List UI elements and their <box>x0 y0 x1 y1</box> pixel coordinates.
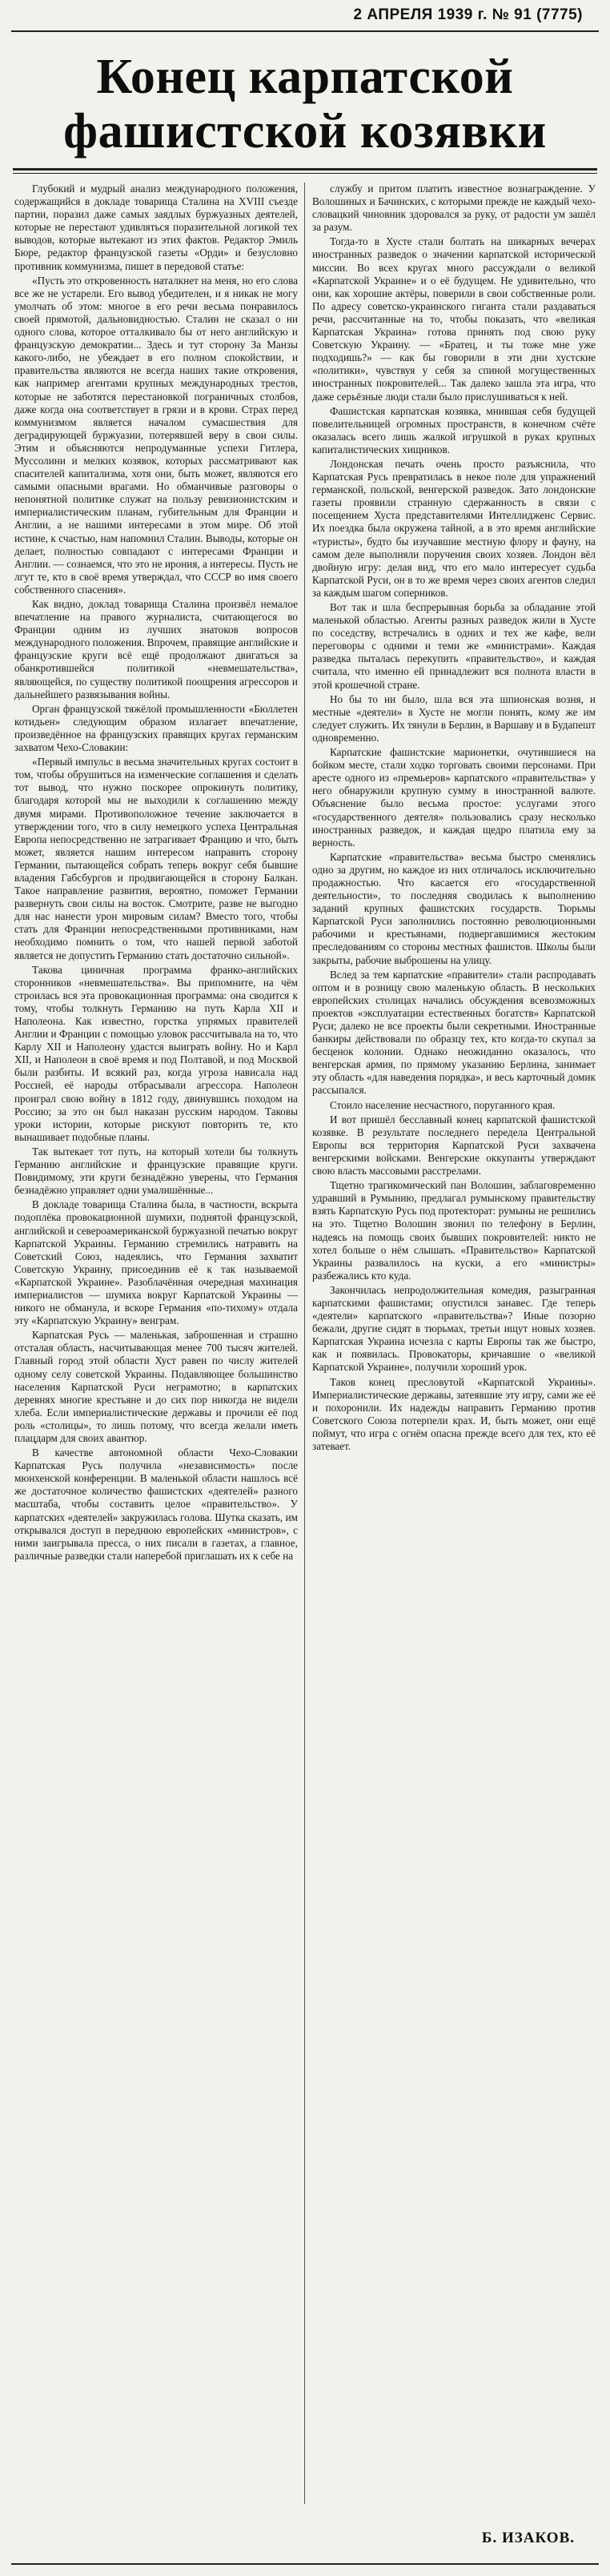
paragraph: Так вытекает тот путь, на который хотели бы толкнуть Германию английские и французские правящие круги. Повидимому, эти круги безнадёжно уверены, что Германия безнадёжно управляет одни умалишённые... <box>14 1145 298 1197</box>
paragraph: Карпатские фашистские марионетки, очутившиеся на бойком месте, стали ходко торговать своими персонами. При аресте одного из «премьеров» карпатского «правительства» у него обнаружили крупную сумму в иностранной валюте. Объяснение было весьма простое: услугами этого «государственного деятеля» пользовались сразу несколько иностранных разведок, и каждая щедро платила ему за верность. <box>312 746 596 849</box>
paragraph: Карпатские «правительства» весьма быстро сменялись одно за другим, но каждое из них отличалось исключительно продажностью. Что касается его «государственной деятельности», то последняя сводилась к выполнению заданий крупных фашистских государств. Тюрьмы Карпатской Руси заполнились постоянно революционными рабочими и крестьянами, подвергавшимися жестоким преследованиям со стороны местных фашистов. Школы были закрыты, рабочие выброшены на улицу. <box>312 850 596 966</box>
article-headline <box>0 50 610 158</box>
paragraph: Стоило население несчастного, поруганного края. <box>330 1098 556 1111</box>
paragraph: Закончилась непродолжительная комедия, разыгранная карпатскими фашистами; опустился занавес. Где теперь «деятели» карпатского «правительства»? Иные позорно бежали, другие сидят в тюрьмах, третьи ищут новых хозяев. Карпатская Украина исчезла с карты Европы так же быстро, как и появилась. Провокаторы, кричавшие о «великой Карпатской Украине», получили хороший урок. <box>312 1283 596 1374</box>
issue-date-line: 2 АПРЕЛЯ 1939 г. № 91 (7775) <box>353 6 583 23</box>
paragraph: В качестве автономной области Чехо-Словакии Карпатская Русь получила «независимость» после мюнхенской конференции. В маленькой области нашлось всё же достаточное количество фашистских «деятелей» разного масштаба, чтобы составить целое «правительство». У карпатских «деятелей» закружилась голова. Шутка сказать, им открывался доступ в переднюю европейских «министров», с ними заигрывала пресса, о них писали в газетах, а главное, различные разведки стали наперебой приглашать их к себе на <box>14 1446 298 1562</box>
article-column-left <box>14 183 298 2504</box>
paragraph: Но бы то ни было, шла вся эта шпионская возня, и местные «деятели» в Хусте не могли понять, кому же им следует служить. Их тянули в Берлин, в Варшаву и в Будапешт одновременно. <box>312 692 596 744</box>
paragraph: «Пусть это откровенность наталкнет на меня, но его слова все же не устарели. Его вывод убедителен, и я никак не могу умолчать об этом: многое в его речи весьма понравилось своей прямотой, дальновидностью. Сталин не сказал о ни одного слова, которое отталкивало бы от него английскую и французскую демократии... Здесь и тут сторону За Манзы какого-либо, не убеждает в его полном спокойствии, и правительства являются не всегда наших такие откровения, как например агентами крупных международных трестов, которые не заботятся перестановкой пограничных столбов, даже когда она соответствует в грязи и в крови. Страх перед коммунизмом является началом сумасшествия для деградирующей буржуазии, потерявшей веру в свои силы. Этим и объясняются непродуманные успехи Гитлера, Муссолини и мелких козявок, которых рассматривают как спасителей капитализма, хотя они, быть может, являются его самыми опасными врагами. Но обманчивые разговоры о непонятной политике служат на пользу ревизионистским и империалистическим планам, губительным для Франции и Англии, а не нашими интересами в этом мире. Об этой истине, к счастью, нам напомнил Сталин. Выводы, которые он делает, полностью совпадают с интересами Франции и Англии. — сознаемся, что это не ирония, а интересы. Пусть не лгут те, кто в своё время утверждал, что СССР во имя своего собственного спасения». <box>14 274 298 596</box>
paragraph: службу и притом платить известное вознаграждение. У Волошиных и Бачинских, с которыми прежде не каждый чехо-словацкий чиновник здоровался за руку, от радости ум зашёл за разум. <box>312 183 596 234</box>
paragraph: Карпатская Русь — маленькая, заброшенная и страшно отсталая область, насчитывающая менее 700 тысяч жителей. Главный город этой области Хуст равен по числу жителей одному селу советской Украины. Подавляющее большинство населения Карпатской Руси неграмотно; в карпатских деревнях многие крестьяне и до сих пор никогда не видели хлеба. Если империалистические державы и прочили её под роль «столицы», то лишь потому, что всегда желали иметь плацдарм для своих авантюр. <box>14 1329 298 1444</box>
column-divider <box>304 183 305 2504</box>
paragraph: В докладе товарища Сталина была, в частности, вскрыта подоплёка провокационной шумихи, поднятой французской, английской и североамериканской буржуазной печатью вокруг Карпатской Украины. Германию стремились натравить на Советский Союз, надеялись, что Германия захватит Советскую Украину, присоединив её к так называемой «Карпатской Украине». Разоблачённая очередная махинация империалистов — шумиха вокруг Карпатской Украины — никого не обманула, и вскоре Германия «по-тихому» отдала эту «Карпатскую Украину» венграм. <box>14 1198 298 1327</box>
author-signature: Б. ИЗАКОВ. <box>481 2530 575 2546</box>
headline-line-2: фашистской козявки <box>63 104 547 158</box>
paragraph: «Первый импульс в весьма значительных кругах состоит в том, чтобы обрушиться на изменческие соглашения и сделать тот вывод, что нужно поскорее опрокинуть политику, благодаря которой мы не выходили к соглашению между двумя мирами. Противоположное течение заключается в утверждении того, что в силу немецкого успеха Центральная Европа непосредственно не затрагивает Францию и что, быть может, является нашим интересом направить сторону Германии, пытающейся собрать теперь вокруг себя бывшие владения Габсбургов и продвигающейся в сторону Балкан. Такое направление развития, вероятно, поможет Германии развернуть свои силы на восток. Смотрите, разве не выгодно для нас нанести урон мировым силам? Вместо того, чтобы стать для Франции непосредственными противниками, нам необходимо помнить о том, что нашей первой заботой является не допустить Германию стать достаточно сильной». <box>14 756 298 961</box>
article-column-right <box>312 183 596 2504</box>
bottom-rule <box>11 2563 599 2565</box>
paragraph: Таков конец пресловутой «Карпатской Украины». Империалистические державы, затеявшие эту игру, сами же её и похоронили. Их надежды направить Германию против Советского Союза потерпели крах. И, быть может, они ещё поймут, что игра с огнём опасна прежде всего для тех, кто её затевает. <box>312 1375 596 1452</box>
paragraph: Тогда-то в Хусте стали болтать на шикарных вечерах иностранных разведок о значении карпатской исторической миссии. Во всех кругах много рассуждали о великой «Карпатской Украине» и о её будущем. Не удивительно, что они, как хорошие актёры, поверили в свои собственные роли. По адресу советско-украинского гиганта стали раздаваться речи, рассчитанные на то, чтобы показать, что «великая Карпатская Украина» готова принять под свою руку Советскую Украину. — «Братец, и ты тоже мне уже подходишь?» — как бы говорили в эти дни хустские «политики», чувствуя у себя за спиной могущественных иностранных покровителей... Так далеко зашла эта игра, что даже серьёзные люди стали было прислушиваться к ней. <box>312 235 596 403</box>
paragraph: И вот пришёл бесславный конец карпатской фашистской козявке. В результате последнего передела Центральной Европы вся территория Карпатской Руси захвачена венгерскими войсками. Венгерские оккупанты утверждают свою власть массовыми расстрелами. <box>312 1113 596 1178</box>
paragraph: Фашистская карпатская козявка, мнившая себя будущей повелительницей огромных пространств, в конечном счёте оказалась всего лишь жалкой игрушкой в руках крупных капиталистических хищников. <box>312 404 596 455</box>
paragraph: Такова циничная программа франко-английских сторонников «невмешательства». Вы припомните, на чём строилась вся эта провокационная программа: она сводится к тому, чтобы толкнуть Германию на путь Карла XII и Наполеона. Как известно, горстка упрямых правителей Англии и Франции с помощью уловок рассчитывала на то, что Карлу XII и Наполеону удастся выиграть войну. Но и Карл XII, и Наполеон в своё время и под Полтавой, и под Москвой были разбиты. И всякий раз, когда угроза нависала над Россией, её народы отбрасывали агрессора. Наполеон проиграл свою войну в 1812 году, двинувшись походом на Россию; за это он был наказан русским народом. Таковы уроки истории, которые рискуют повторить те, кто вынашивает подобные планы. <box>14 963 298 1143</box>
paragraph: Вот так и шла беспрерывная борьба за обладание этой маленькой областью. Агенты разных разведок жили в Хусте по соседству, встречались в одних и тех же кафе, вели переговоры с одними и теми же «министрами». Каждая разведка пыталась перекупить «правительство», и каждая считала, что именно ей принадлежит вся полнота власти в этой крошечной стране. <box>312 601 596 691</box>
headline-rule <box>13 168 597 171</box>
paragraph: Как видно, доклад товарища Сталина произвёл немалое впечатление на правого журналиста, считающегося во Франции одним из лучших знатоков вопросов международного положения. Впрочем, правящие английские и французские круги всё ещё продолжают двигаться за обанкротившейся политикой «невмешательства», являющейся, по существу политикой поощрения агрессоров и дальнейшего развязывания войны. <box>14 598 298 700</box>
headline-line-1: Конец карпатской <box>96 50 514 104</box>
paragraph: Вслед за тем карпатские «правители» стали распродавать оптом и в розницу свою маленькую область. В нескольких европейских столицах начались обсуждения всевозможных проектов «эксплуатации естественных богатств» Карпатской Руси; далеко не все проекты были секретными. Иностранные банкиры действовали по образцу тех, кто когда-то скупал за бесценок колонии. Однако неожиданно оказалось, что венгерская армия, по прямому указанию Берлина, занимает эту область «для наведения порядка», и весь карточный домик рассыпался. <box>312 968 596 1097</box>
paragraph: Орган французской тяжёлой промышленности «Бюллетен котидьен» следующим образом излагает впечатление, произведённое на французских правящих кругах германским захватом Чехо-Словакии: <box>14 702 298 754</box>
paragraph: Тщетно трагикомический пан Волошин, заблаговременно удравший в Румынию, предлагал румынскому правительству взять Карпатскую Русь под протекторат: румыны не решились на это. Тщетно Волошин звонил по телефону в Берлин, надеясь на помощь своих бывших покровителей: никто не хотел больше о нём слышать. «Правительство» Карпатской Украины развалилось на куски, а его «министры» разбежались кто куда. <box>312 1179 596 1282</box>
paragraph: Глубокий и мудрый анализ международного положения, содержащийся в докладе товарища Сталина на XVIII съезде партии, поразил даже самых заядлых буржуазных деятелей, которые не перестают удивляться поразительной логикой тех выводов, которые вытекают из этих фактов. Редактор Эмиль Бюре, редактор французской газеты «Орди» и безусловно противник коммунизма, пишет в передовой статье: <box>14 183 298 272</box>
paragraph: Лондонская печать очень просто разъяснила, что Карпатская Русь превратилась в некое поле для упражнений германской, польской, венгерской разведок. Зато лондонские газеты проявили странную сдержанность в связи с посещением Хуста представителями Интеллидженс Сервис. Их поездка была окружена тайной, а в это время английские «туристы», будто бы изучавшие местную флору и фауну, на самом деле выполняли поручения своих хозяев. Лондон вёл двойную игру: делая вид, что его мало интересует судьба Карпатской Руси, он в то же время через своих агентов следил за каждым шагом соперников. <box>312 457 596 599</box>
top-rule <box>11 30 599 32</box>
headline-rule-thin <box>13 173 597 174</box>
